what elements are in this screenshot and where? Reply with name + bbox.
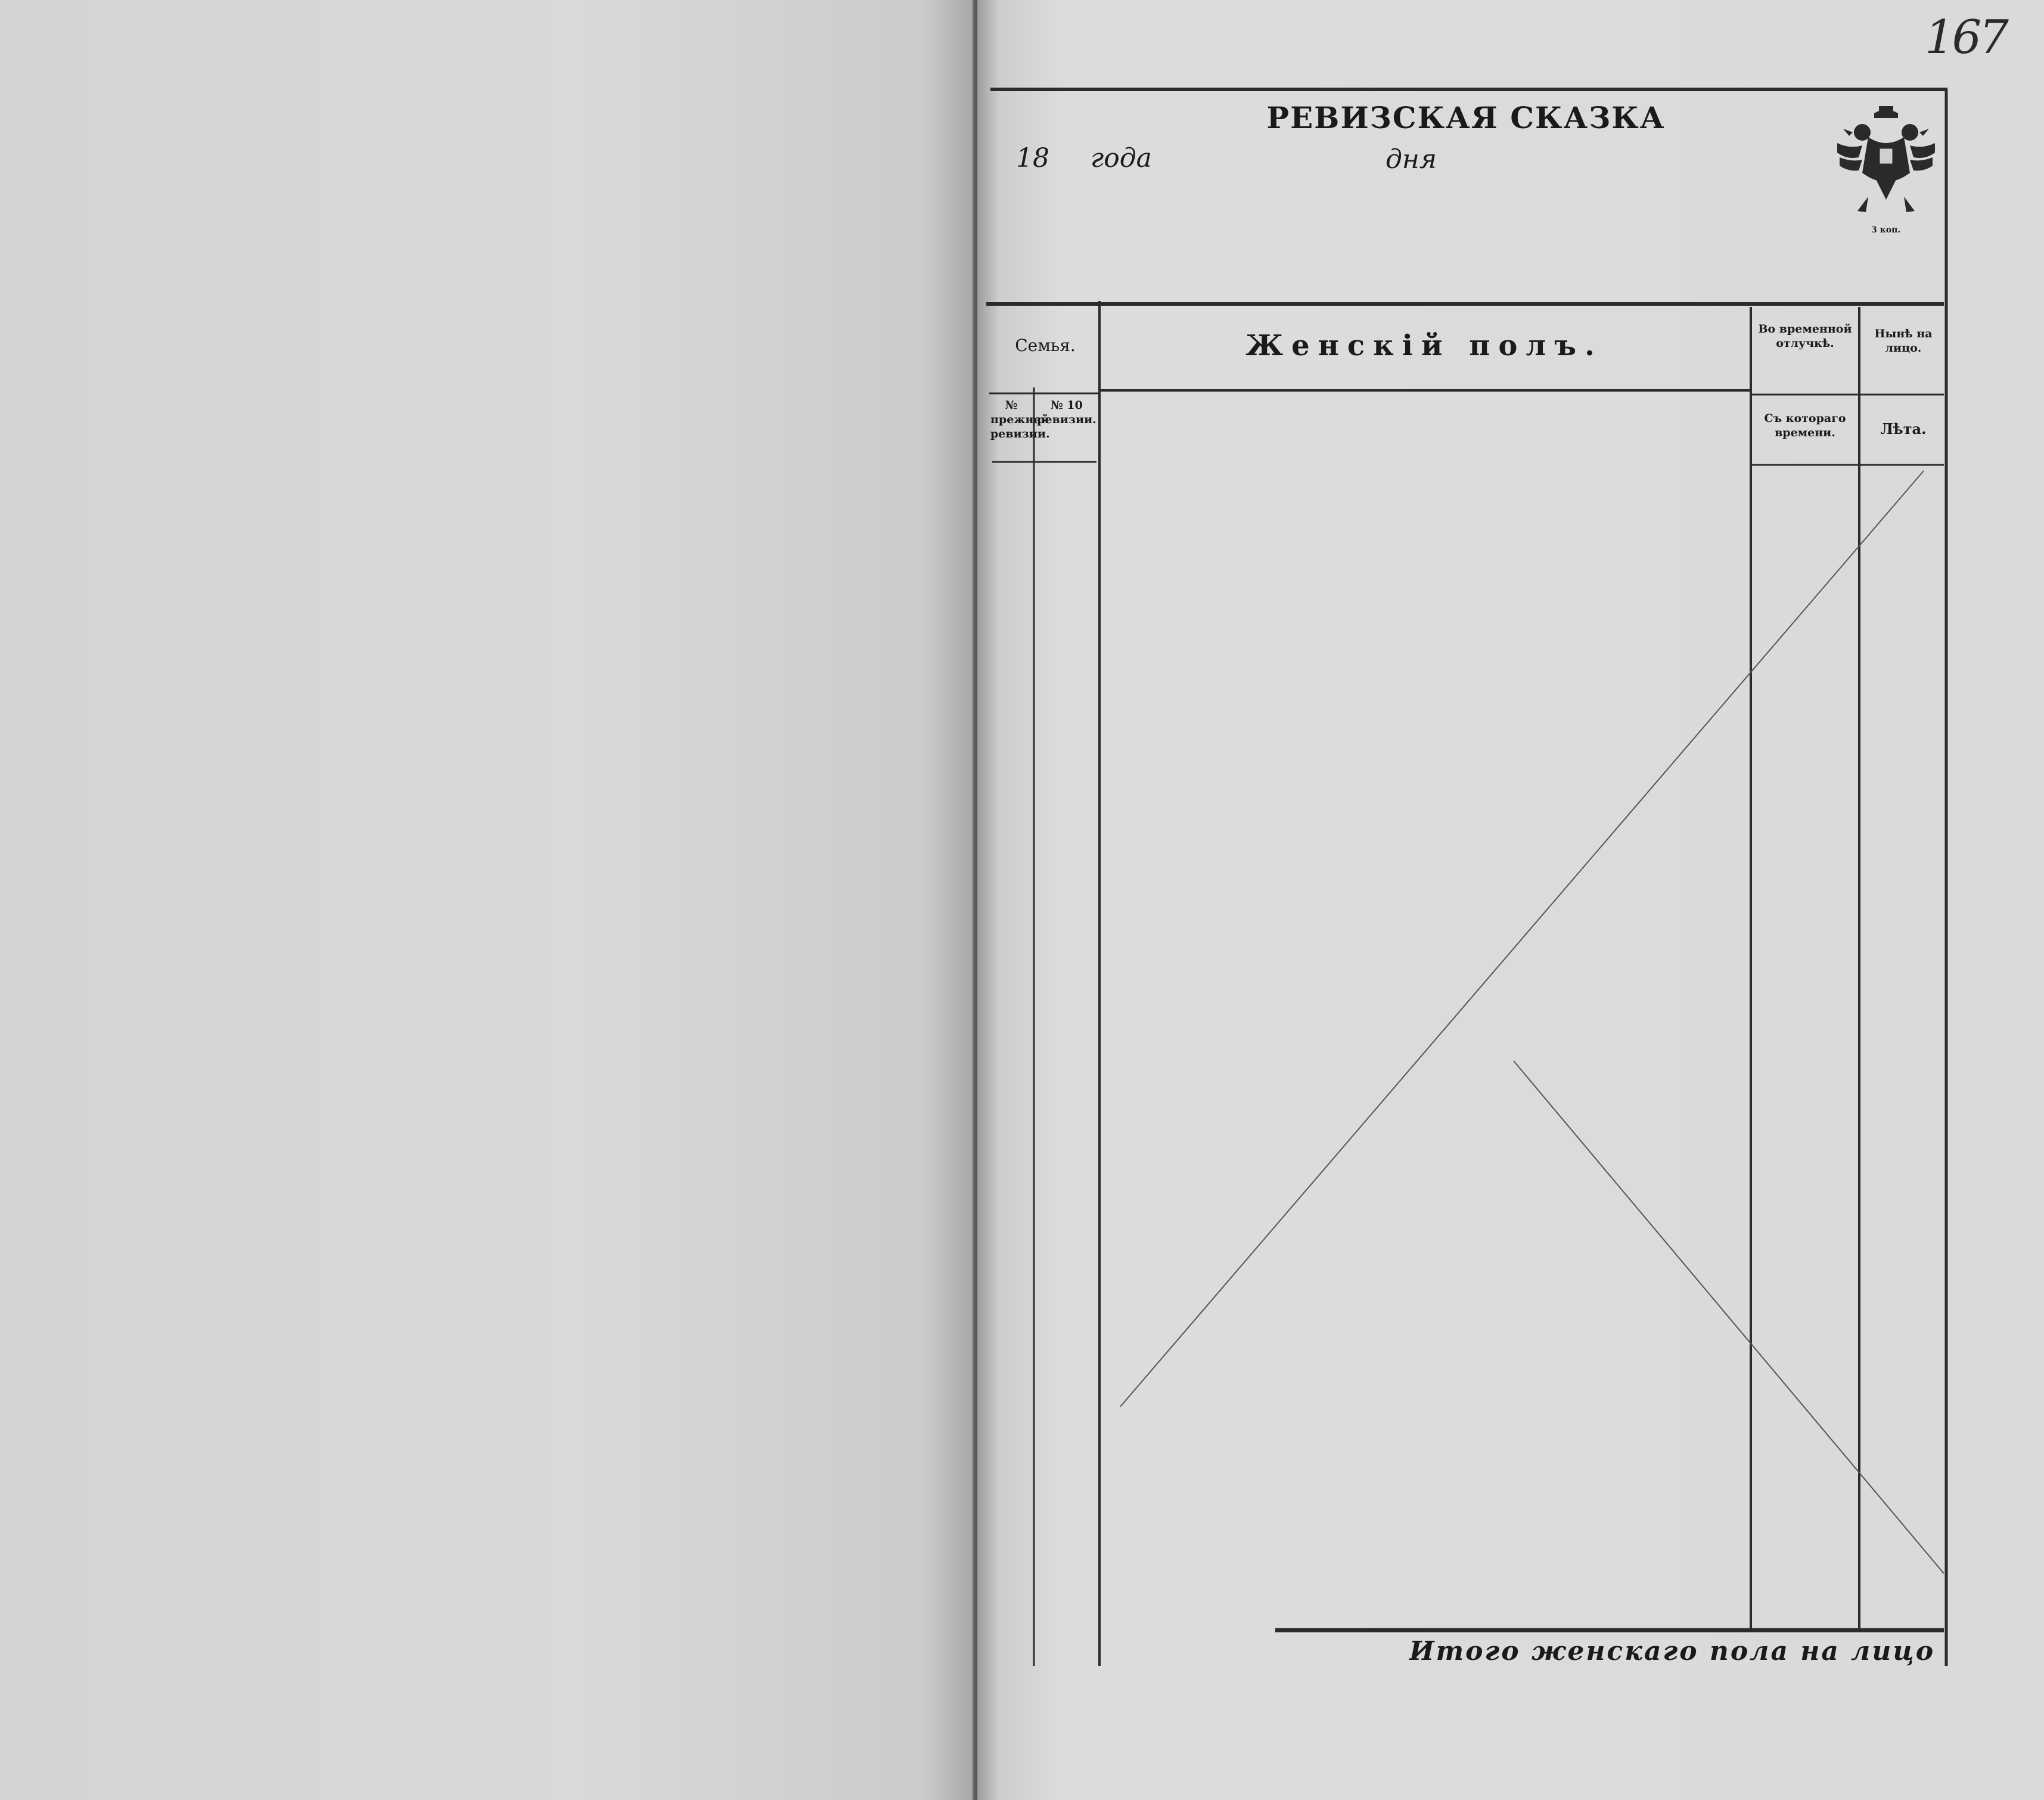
year-label: года	[1091, 143, 1152, 173]
temporary-absence-header: Во временной отлучкѣ.	[1758, 322, 1852, 350]
age-header: Лѣта.	[1880, 420, 1927, 437]
family-column-header: Семья.	[1015, 336, 1076, 355]
day-label: дня	[1386, 144, 1437, 175]
present-now-header: Нынѣ на лицо.	[1874, 327, 1933, 355]
female-total-label: Итого женскаго пола на лицо	[1409, 1636, 1936, 1666]
year-prefix: 18	[1016, 143, 1049, 173]
double-headed-eagle-icon	[1832, 95, 1940, 232]
document-title: РЕВИЗСКАЯ СКАЗКА	[1266, 100, 1666, 135]
tenth-revision-number-header: № 10 ревизии.	[1037, 399, 1096, 426]
female-column-header: Женскій полъ.	[1245, 329, 1603, 362]
since-when-header: Съ котораго времени.	[1764, 412, 1846, 439]
stamp-duty-caption: 3 коп.	[1871, 225, 1901, 235]
page-number: 167	[1925, 11, 2006, 64]
previous-revision-number-header: № прежней ревизии.	[990, 399, 1050, 440]
